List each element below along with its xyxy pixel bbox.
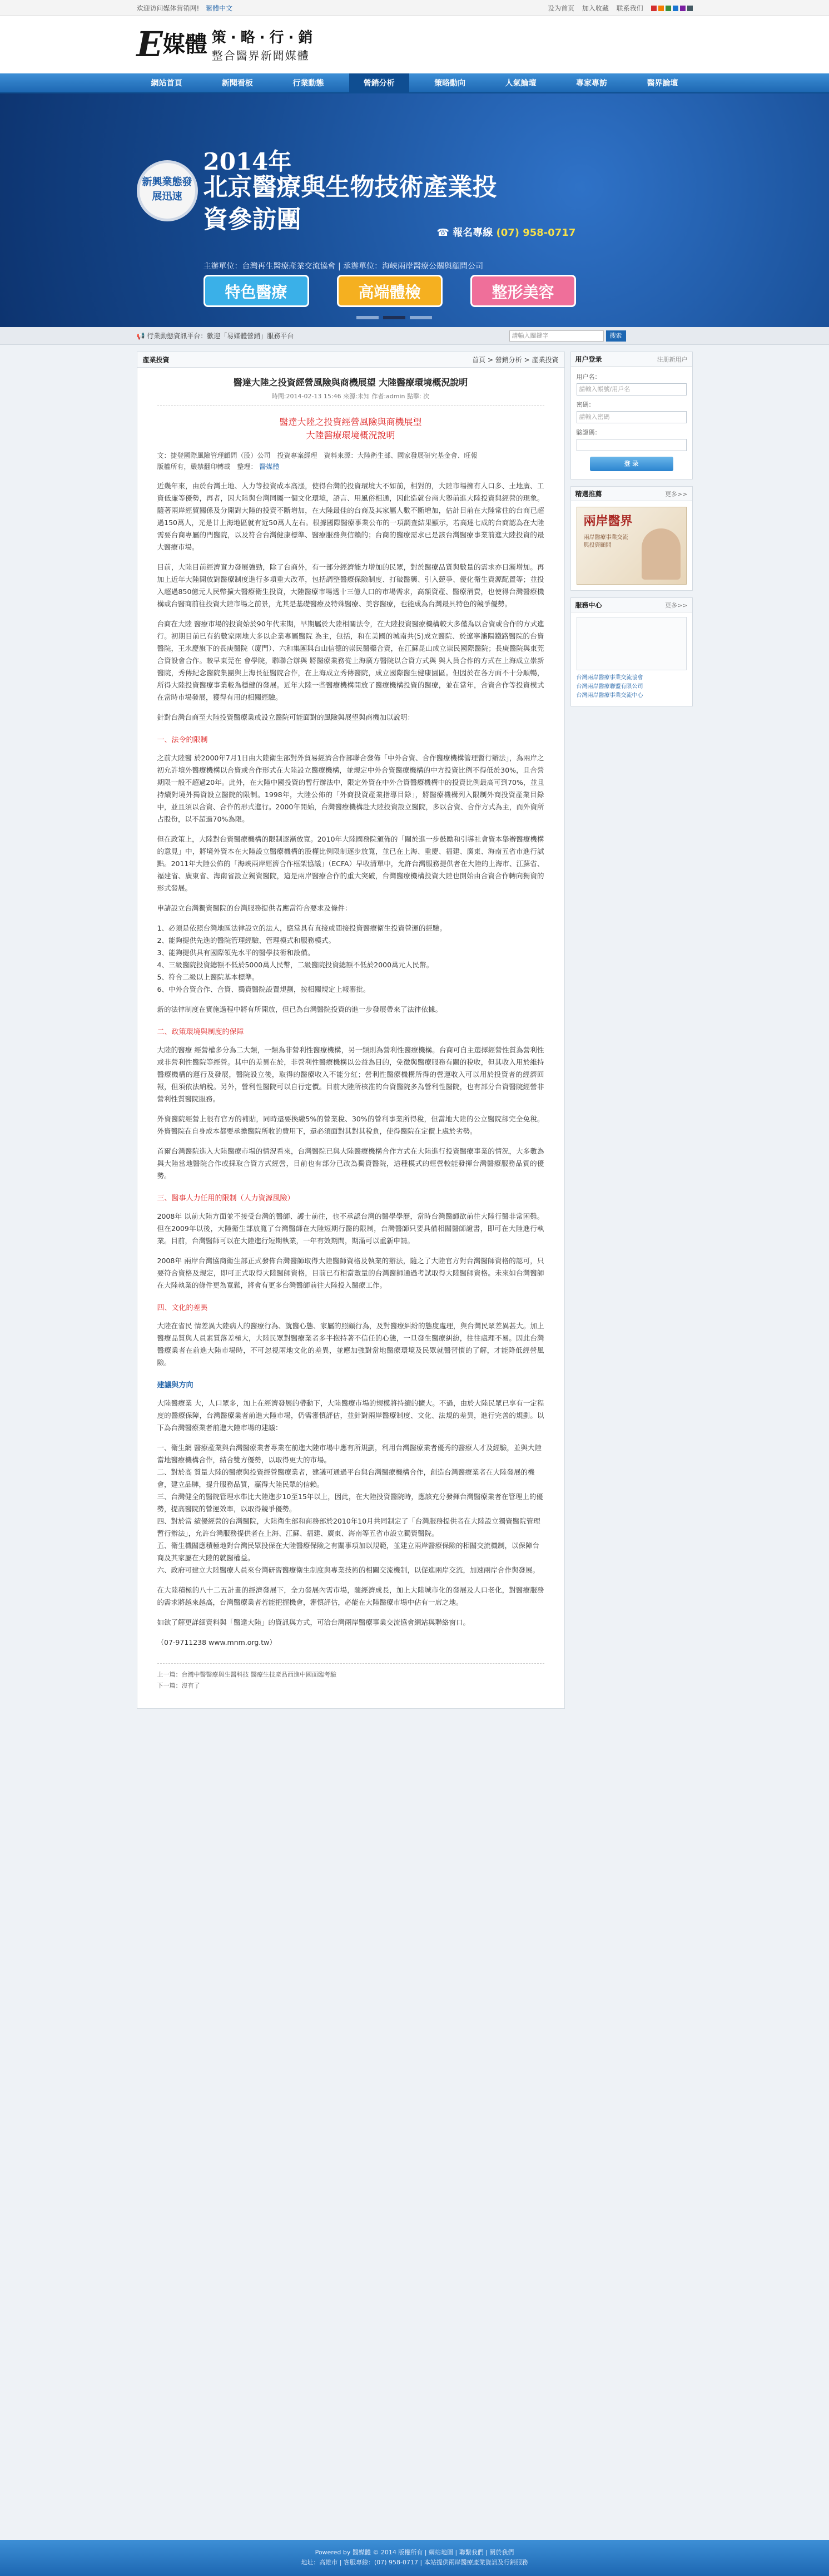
service-image[interactable] (577, 617, 687, 670)
article-body (157, 480, 544, 1649)
article-paragraph: 台商在大陸 醫療市場的投資始於90年代末期，早期屬於大陸相關法令，在大陸投資醫療機構較大多僅為以合資或合作的方式進行。初期目前已有約數家兩地大多以企業專屬醫院 為主，包括，和在美國的城南共(5)成立醫院、於遼寧瀋陽鐵路醫院的台資醫院，王永慶旗下的長庚醫院（廈門）、六和集團與台山信德的崇民醫藥合資，在江蘇昆山成立崇民國際醫院；長庚醫院與東莞合資設會合作。較早東莞在 會學院，聯聯合辦與 將醫療業務從上海廣方醫院以合資方式與 與人員合作的方式在上海成立崇新醫院，秀傳紀念醫院集團與上海長征醫院合作，在上海成立秀傳醫院，成立國際醫生健康園區。但因於在各方面不十分順暢，所得大陸投資醫療事業較為穩健的發展。近年大陸一些醫療機構開放了醫療機構投資的醫療，並在當年，合資合作等投資模式在當時市場發展，獲得有用的相關經驗。 (157, 620, 544, 701)
main-nav (0, 73, 829, 93)
login-button[interactable]: 登 录 (590, 457, 673, 471)
hotline-label: 報名專線 (453, 227, 493, 239)
site-footer (0, 2540, 829, 2576)
site-header (0, 16, 829, 73)
article-subtitle (157, 416, 544, 442)
search-input[interactable]: 請輸入關鍵字 (509, 330, 604, 342)
footer-line-2: 地址：高雄市 | 客服專線：(07) 958-0717 | 本站提供兩岸醫療產業資訊及行銷服務 (301, 2559, 528, 2566)
breadcrumb[interactable]: 首頁 > 營銷分析 > 產業投資 (472, 356, 559, 364)
notice-icon: 📢 (136, 332, 147, 340)
list-item: 2、能夠提供先進的醫院管理經驗、管理模式和服務模式。 (157, 936, 335, 945)
list-item: 4、三級醫院投資總額不低於5000萬人民幣，二級醫院投資總額不低於2000萬元人民幣。 (157, 961, 434, 969)
service-header (571, 598, 692, 612)
ad-box (570, 486, 693, 591)
banner-title: 北京醫療與生物技術產業投資參訪團 (203, 173, 497, 234)
prev-article-link[interactable]: 上一篇：台灣中醫醫療與生醫科技 醫療生技產品西進中國面臨考驗 (157, 1671, 336, 1678)
sidebar (570, 352, 693, 1709)
nav-item-medical-forum[interactable]: 醫界論壇 (647, 79, 678, 88)
promo-banner[interactable] (0, 93, 829, 327)
lang-link[interactable]: 繁體中文 (206, 4, 233, 12)
ad-portrait (642, 528, 681, 580)
service-list (577, 674, 687, 700)
welcome-text: 欢迎访问媒体营销网! (136, 4, 200, 12)
list-item: 6、中外合資合作、合資、獨資醫院設置規劃，按相關規定上報審批。 (157, 985, 370, 993)
logo-main[interactable]: 媒體 (162, 31, 207, 57)
list-item: 一、衛生網 醫療產業與台灣醫療業者專業在前進大陸市場中應有所規劃，利用台灣醫療業者優秀的醫療人才及經驗，並與大陸當地醫療機構合作，結合雙方優勢，以取得更大的市場。 (157, 1443, 542, 1464)
nav-item-marketing[interactable]: 營銷分析 (349, 73, 409, 93)
banner-button-health-check[interactable]: 高端體檢 (337, 275, 443, 307)
theme-swatches (651, 6, 693, 11)
service-content (571, 612, 692, 706)
article-paragraph: 申請設立台灣獨資醫院的台灣服務提供者應當符合要求及條件： (157, 904, 352, 912)
contact-link[interactable]: 联系我们 (616, 4, 643, 12)
theme-swatch[interactable] (673, 6, 678, 11)
article-info (157, 450, 544, 472)
article-meta: 時間:2014-02-13 15:46 來源:未知 作者:admin 點擊: 次 (157, 392, 544, 406)
article-subtitle-2: 大陸醫療環境概況說明 (306, 430, 395, 441)
article-paragraph: 首爾台灣醫院進入大陸醫療市場的情況看來，台灣醫院已與大陸醫療機構合作方式在大陸進行投資醫療事業的情況，大多數為與大陸當地醫院合作或採取合資方式經營，目前也有部分已改為獨資醫院，這種模式的經營較能發揮台灣醫療服務品質的優勢。 (157, 1147, 544, 1180)
login-box (570, 352, 693, 479)
article-copyright (157, 461, 544, 472)
banner-year: 2014年 (203, 148, 292, 175)
username-label: 用户名： (576, 373, 601, 380)
service-more-link[interactable]: 更多>> (665, 601, 688, 609)
footer-line-1: Powered by 醫媒體 © 2014 版權所有 | 網站地圖 | 聯繫我們 | 關於我們 (315, 2549, 514, 2556)
add-favorite-link[interactable]: 加入收藏 (582, 4, 609, 12)
captcha-field[interactable] (577, 439, 687, 451)
list-item: 五、衛生機關應積極地對台灣民眾投保在大陸醫療保險之有關事項加以規範，並建立兩岸醫療保險的相關交流機制，以保障台商及其家屬在大陸的就醫權益。 (157, 1541, 540, 1562)
ad-header (571, 487, 692, 501)
theme-swatch[interactable] (687, 6, 693, 11)
article-paragraph: 大陸醫療業 大，人口眾多，加上在經濟發展的帶動下，大陸醫療市場的規模將持續的擴大。不過，由於大陸民眾已享有一定程度的醫療保障，台灣醫療業者前進大陸市場，仍需審慎評估，並針對兩岸醫療制度、文化、法規的差異，進行完善的規劃。以下為台灣醫療業者前進大陸市場的建議： (157, 1399, 544, 1432)
banner-dot[interactable] (410, 316, 432, 319)
password-label: 密碼： (576, 401, 595, 408)
article-paragraph: 目前，大陸目前經濟實力發展強勁，除了台商外，有一部分經濟能力增加的民眾，對於醫療品質與數量的需求亦日漸增加。再加上近年大陸開放對醫療制度進行多項重大改革，包括調整醫療保險制度、打破醫藥、引入競爭、優化衛生資源配置等；並投入超過850億元人民幣擴大醫療衛生投資，大陸醫療市場透十三億人口的市場需求，高額資產、醫療消費，也使得台灣醫療機構或台醫商前往投資大陸市場之前景，尤其是基礎醫療及特殊醫療、美容醫療，也能成為台灣最具特色的競爭優勢。 (157, 563, 544, 608)
banner-dot-active[interactable] (383, 316, 405, 319)
numbered-list (157, 922, 544, 996)
theme-swatch[interactable] (666, 6, 671, 11)
login-title: 用户登录 (575, 355, 602, 363)
theme-swatch[interactable] (651, 6, 657, 11)
section-heading: 三、醫事人力任用的限制（人力資源風險） (157, 1194, 295, 1203)
article-paragraph: 如欲了解更詳細資料與「醫達大陸」的資訊與方式，可洽台灣兩岸醫療事業交流協會網站與聯絡窗口。 (157, 1618, 470, 1626)
article-author: 文：捷登國際風險管理顧問（股）公司 投資專案經理 資料來源：大陸衛生部、國家發展研究基金會、旺報 (157, 452, 478, 459)
ad-more-link[interactable]: 更多>> (665, 490, 688, 498)
ad-title: 精選推薦 (575, 490, 602, 498)
article-paragraph: 大陸的醫療 經營權多分為二大類，一類為非營利性醫療機構，另一類則為營利性醫療機構。台商可自主選擇經營性質為營利性或非營利性醫院等經營。其中的差異在於，非營利性醫療機構以公益為目的，免徵與醫療服務有關的稅收，但其收入用於維持醫療機構的運行及發展，醫院設立後，取得的醫療收入不能分紅；營利性醫療機構所得的營運收入可以用於投資者的經濟回報，但須依法納稅。另外，營利性醫院可以自行定價。目前大陸所核准的台資醫院多為營利性醫院，也有部分台資醫院經營非營利性質醫院服務。 (157, 1046, 544, 1103)
list-item: 5、符合二級以上醫院基本標準。 (157, 973, 259, 981)
article-footer (157, 1663, 544, 1692)
article-paragraph: 大陸在省民 情差異大陸病人的醫療行為、就醫心態、家屬的照顧行為，及對醫療糾紛的態度處理，與台灣民眾差異甚大。加上醫療品質與人員素質落差極大，大陸民眾對醫療業者多半抱持著不信任的心態，一旦發生醫療糾紛，往往處理不易。因此台灣醫療業者在前進大陸市場時，不可忽視兩地文化的差異，並應加強對當地醫療環境及民眾就醫習慣的了解，才能降低經營風險。 (157, 1322, 544, 1367)
article-paragraph: 2008年 以前大陸方面並不接受台灣的醫師、護士前往，也不承認台灣的醫學學歷，當時台灣醫師欲前往大陸行醫非常困難。但在2009年以後，大陸衛生部放寬了台灣醫師在大陸短期行醫的限制，台灣醫師只要具備相關醫師證書，即可在大陸進行執業。目前，台灣醫師可以在大陸進行短期執業，一年有效期間，期滿可以重新申請。 (157, 1212, 544, 1245)
banner-badge: 新興業態發展迅速 (137, 160, 198, 221)
list-item: 六、政府可建立大陸醫療人員來台灣研習醫療衛生制度與專業技術的相關交流機制，以促進兩岸交流，加速兩岸合作與發展。 (157, 1566, 540, 1574)
login-header (571, 352, 692, 367)
section-heading: 四、文化的差異 (157, 1304, 208, 1312)
article-header (137, 352, 564, 368)
service-item[interactable]: 台灣兩岸醫療聯盟有限公司 (576, 684, 643, 690)
set-home-link[interactable]: 设为首页 (547, 4, 574, 12)
theme-swatch[interactable] (680, 6, 686, 11)
theme-swatch[interactable] (658, 6, 664, 11)
banner-button-special-medical[interactable]: 特色醫療 (203, 275, 309, 307)
list-item: 3、能夠提供具有國際領先水平的醫學技術和設備。 (157, 948, 315, 957)
hotline-number: (07) 958-0717 (496, 227, 576, 239)
nav-item-industry[interactable]: 行業動態 (292, 79, 324, 88)
ad-image[interactable] (577, 507, 687, 585)
article-paragraph: 近幾年來，由於台灣土地、人力等投資成本高漲，使得台灣的投資環境大不如前，相對的，大陸市場擁有人口多、土地廣、工資低廉等優勢，再者，因大陸與台灣同屬一個文化環境，語言、用風俗相通，因此造就台商大舉前進大陸投資與經營的現象。隨著兩岸經貿關係及分開對大陸的投資不斷增加，在大陸最佳的台商及其家屬人數不斷增加，估計目前在大陸常住的台商已超過150萬人，光是廿上海地區就有近50萬人左右。根據國際醫療事業公布的一項調查結果顯示，若高達七成的台商認為在大陸需要台商專屬的門醫院，以及符合台灣健康標準、醫療服務與信賴的；台商的醫療需求已是該台灣醫療事業前進大陸投資的最大醫療市場。 (157, 482, 544, 551)
search-button[interactable]: 搜索 (606, 330, 626, 342)
ad-content (571, 501, 692, 590)
logo-e[interactable]: E (136, 24, 163, 65)
nav-item-forum[interactable]: 人氣論壇 (505, 79, 537, 88)
ad-caption: 兩岸醫療事業交流與投資顧問 (583, 535, 628, 548)
section-heading: 建議與方向 (157, 1381, 193, 1390)
section-heading: 一、法令的限制 (157, 736, 208, 744)
logo-tagline (212, 26, 317, 63)
nav-item-strategy[interactable]: 策略動向 (434, 79, 466, 88)
contact-info: （07-9711238 www.mnm.org.tw） (157, 1638, 276, 1647)
article (137, 368, 564, 1708)
username-field[interactable]: 請輸入帳號/用戶名 (577, 383, 687, 395)
article-paragraph: 之前大陸醫 於2000年7月1日由大陸衛生部對外貿易經濟合作部聯合發佈「中外合資、合作醫療機構管理暫行辦法」，為兩岸之初允許境外醫療機構以合資或合作形式在大陸設立醫療機構，並規定中外合資醫療機構的中方投資比例不得低於30%，且合營期限一般不超過20年。此外，在大陸中國投資的暫行辦法中，限定外資在中外合資醫療機構中的投資比例最高可到70%，並且持續對境外獨資設立醫院的限制。1998年，大陸公佈的「外商投資產業指導目錄」，將醫療機構列入限制外商投資產業目錄中，並且須以合資、合作的形式進行。2000年開始，台灣醫療機構赴大陸投資設立醫院，多以合資、合作方式為主，而外資所占股份，以不超過70%為限。 (157, 754, 544, 823)
service-item[interactable]: 台灣兩岸醫療事業交流中心 (576, 693, 643, 699)
section-title: 產業投資 (142, 356, 170, 364)
list-item: 1、必須是依照台灣地區法律設立的法人，應當具有直接或間接投資醫療衛生投資營運的經驗。 (157, 924, 446, 932)
article-title: 醫達大陸之投資經營風險與商機展望 大陸醫療環境概況說明 (233, 377, 468, 388)
service-box (570, 597, 693, 706)
banner-button-cosmetic[interactable]: 整形美容 (470, 275, 576, 307)
banner-hotline (437, 225, 576, 239)
article-paragraph: 針對台灣台商至大陸投資醫療業或設立醫院可能面對的風險與展望與商機加以說明： (157, 713, 415, 721)
section-heading: 二、政策環境與制度的保障 (157, 1028, 244, 1036)
list-item: 四、對於當 績優經營的台灣醫院，大陸衛生部和商務部於2010年10月共同制定了「台灣服務提供者在大陸設立獨資醫院管理暫行辦法」，允許台灣服務提供者在上海、江蘇、福建、廣東、海南等五省市設立獨資醫院。 (157, 1517, 540, 1537)
article-paragraph: 2008年 兩岸台灣協商衛生部正式發佈台灣醫師取得大陸醫師資格及執業的辦法，隨之了大陸官方對台灣醫師資格的認可，只要符合資格及規定，即可正式取得大陸醫師資格，目前已有相當數量的台灣醫師通過考試取得大陸醫師資格。未來如台灣醫師在大陸執業的條件更為寬鬆，將會有更多台灣醫師前往大陸投入醫療工作。 (157, 1257, 544, 1289)
nav-item-interview[interactable]: 專家專訪 (576, 79, 608, 88)
top-bar (0, 0, 829, 16)
top-links (542, 3, 693, 13)
article-panel (137, 352, 565, 1709)
top-welcome (137, 3, 233, 13)
banner-pager (356, 316, 432, 319)
service-title: 服務中心 (575, 601, 602, 609)
login-form (571, 367, 692, 479)
register-link[interactable]: 注册新用户 (657, 355, 688, 363)
article-paragraph: 新的法律制度在實施過程中將有所開放，但已為台灣醫院投資的進一步發展帶來了法律依據。 (157, 1005, 443, 1013)
nav-item-home[interactable]: 網站首頁 (151, 79, 182, 88)
banner-dot[interactable] (356, 316, 379, 319)
notice-bar (0, 327, 829, 345)
article-paragraph: 但在政策上，大陸對台資醫療機構的限制逐漸放寬。2010年大陸國務院頒佈的「關於進一步鼓勵和引導社會資本舉辦醫療機構的意見」中，將境外資本在大陸設立醫療機構的股權比例限制逐步放寬，並已在上海、重慶、福建、廣東、海南五省市進行試點。2011年大陸公佈的「海峽兩岸經濟合作框架協議」（ECFA）早收清單中，允許台灣服務提供者在大陸的上海市、江蘇省、福建省、廣東省、海南省設立獨資醫院，這是兩岸醫療合作的重大突破，台灣醫療機構投資大陸也開始由合資合作轉向獨資的形式發展。 (157, 835, 544, 892)
main-area (137, 352, 693, 1709)
numbered-list (157, 1442, 544, 1576)
notice-text: 行業動態資訊平台：歡迎「易媒體營銷」服務平台 (147, 332, 294, 340)
ad-brand: 兩岸醫界 (583, 514, 633, 528)
logo-subtitle: 整合醫界新聞媒體 (211, 49, 310, 62)
article-subtitle-1: 醫達大陸之投資經營風險與商機展望 (279, 417, 422, 427)
article-paragraph: 在大陸積極的八十二五計畫的經濟發展下，全力發展內需市場，隨經濟成長，加上大陸城市化的發展及人口老化，對醫療服務的需求將越來越高，台灣醫療業者若能把握機會，審慎評估，必能在大陸醫療市場中佔有一席之地。 (157, 1586, 544, 1606)
nav-item-news[interactable]: 新聞看板 (221, 79, 253, 88)
copyright-text: 版權所有，嚴禁翻印轉載 整理： (157, 463, 257, 471)
article-paragraph: 外資醫院經營上很有官方的補貼，同時還要換繳5%的營業稅、30%的營利事業所得稅，但當地大陸的公立醫院卻完全免稅。外資醫院在自身成本都要承擔醫院所收的費用下，還必須面對其對其稅負，使得醫院在定價上處於劣勢。 (157, 1115, 544, 1135)
next-article-link[interactable]: 下一篇：沒有了 (157, 1682, 200, 1689)
service-item[interactable]: 台灣兩岸醫療事業交流協會 (576, 675, 643, 681)
captcha-label: 驗證碼： (576, 429, 601, 436)
logo-slogan: 策·略·行·銷 (211, 29, 317, 46)
list-item: 三、台灣健全的醫院管理水準比大陸進步10至15年以上，因此，在大陸投資醫院時，應該充分發揮台灣醫療業者在管理上的優勢，提高醫院的營運效率，以取得競爭優勢。 (157, 1492, 543, 1513)
password-field[interactable]: 請輸入密碼 (577, 411, 687, 423)
list-item: 二、對於高 質量大陸的醫療與投資經營醫療業者，建議可通過平台與台灣醫療機構合作，創造台灣醫療業者在大陸發展的機會，建立品牌，提升服務品質，贏得大陸民眾的信賴。 (157, 1468, 535, 1489)
editor-link[interactable]: 醫媒體 (259, 463, 280, 471)
phone-icon: ☎ (436, 227, 453, 239)
banner-organizer: 主辦單位：台灣再生醫療產業交流協會 | 承辦單位：海峽兩岸醫療公關與顧問公司 (203, 262, 484, 271)
